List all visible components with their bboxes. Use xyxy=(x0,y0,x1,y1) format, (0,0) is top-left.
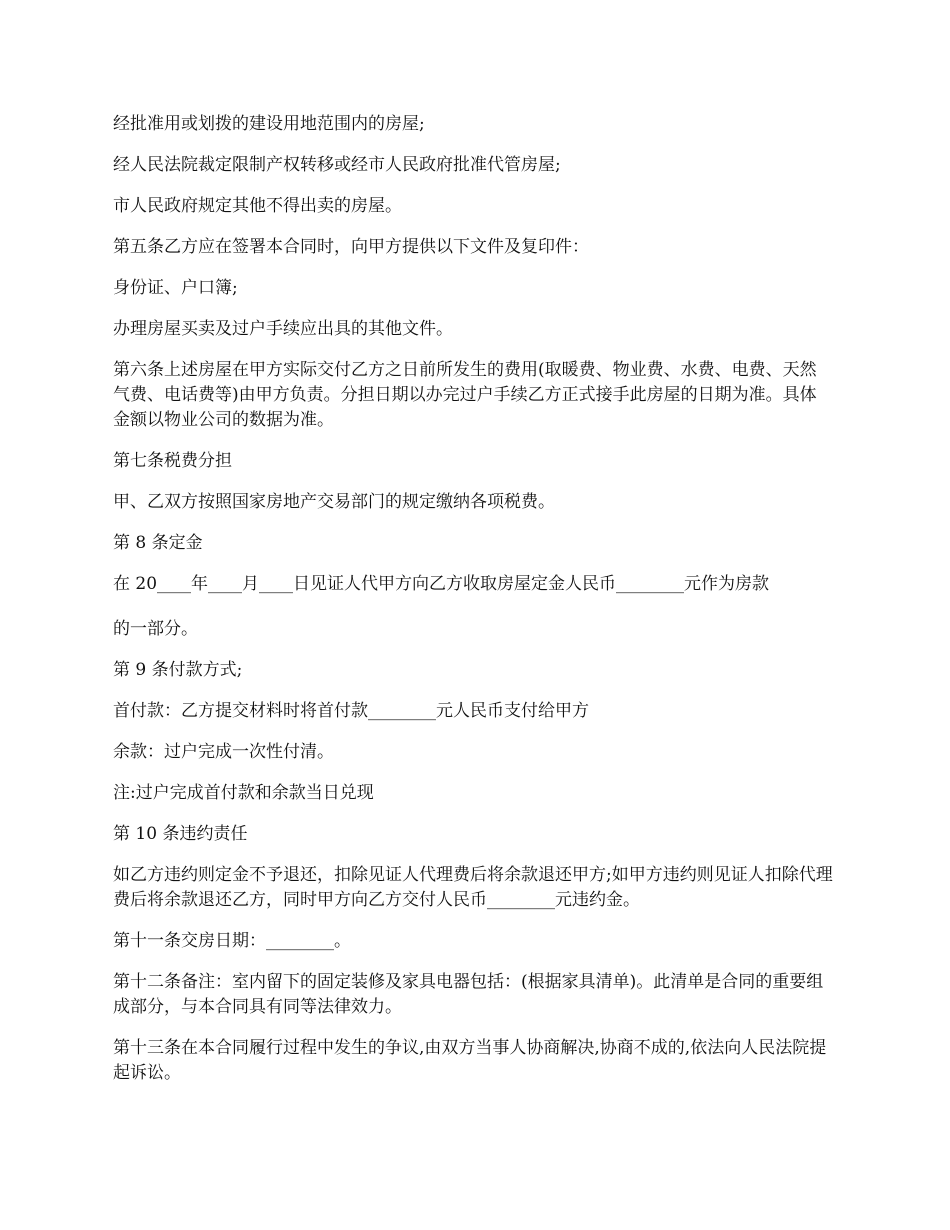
paragraph-other-documents: 办理房屋买卖及过户手续应出具的其他文件。 xyxy=(113,319,453,339)
paragraph-id-documents: 身份证、户口簿; xyxy=(113,278,238,298)
paragraph-approved-land: 经批准用或划拨的建设用地范围内的房屋; xyxy=(113,114,425,134)
paragraph-deposit-date: 在 20____年____月____日见证人代甲方向乙方收取房屋定金人民币________元作为房款 xyxy=(113,574,770,594)
document-body xyxy=(113,112,833,1102)
clause-11-delivery-date: 第十一条交房日期：________。 xyxy=(113,931,351,951)
paragraph-payment-note: 注:过户完成首付款和余款当日兑现 xyxy=(113,783,374,803)
paragraph-tax-payment: 甲、乙双方按照国家房地产交易部门的规定缴纳各项税费。 xyxy=(113,492,555,512)
paragraph-court-restriction: 经人民法院裁定限制产权转移或经市人民政府批准代管房屋; xyxy=(113,155,561,175)
clause-10-heading: 第 10 条违约责任 xyxy=(113,824,248,844)
clause-6-expenses: 第六条上述房屋在甲方实际交付乙方之日前所发生的费用(取暖费、物业费、水费、电费、天然气费、电话费等)由甲方负责。分担日期以办完过户手续乙方正式接手此房屋的日期为准。具体金额以物业公司的数据为准。 xyxy=(113,360,817,430)
paragraph-breach-liability: 如乙方违约则定金不予退还，扣除见证人代理费后将余款退还甲方;如甲方违约则见证人扣除代理费后将余款退还乙方，同时甲方向乙方交付人民币________元违约金。 xyxy=(113,865,833,910)
clause-8-heading: 第 8 条定金 xyxy=(113,533,203,553)
clause-9-heading: 第 9 条付款方式; xyxy=(113,660,243,680)
paragraph-down-payment: 首付款：乙方提交材料时将首付款________元人民币支付给甲方 xyxy=(113,701,589,721)
clause-13-disputes: 第十三条在本合同履行过程中发生的争议,由双方当事人协商解决,协商不成的,依法向人民法院提起诉讼。 xyxy=(113,1038,827,1083)
paragraph-government-prohibition: 市人民政府规定其他不得出卖的房屋。 xyxy=(113,196,402,216)
paragraph-balance-payment: 余款：过户完成一次性付清。 xyxy=(113,742,334,762)
clause-5-heading: 第五条乙方应在签署本合同时，向甲方提供以下文件及复印件： xyxy=(113,237,589,257)
clause-7-heading: 第七条税费分担 xyxy=(113,451,232,471)
paragraph-deposit-part: 的一部分。 xyxy=(113,619,198,639)
clause-12-remarks: 第十二条备注：室内留下的固定装修及家具电器包括：(根据家具清单)。此清单是合同的重要组成部分，与本合同具有同等法律效力。 xyxy=(113,972,824,1017)
